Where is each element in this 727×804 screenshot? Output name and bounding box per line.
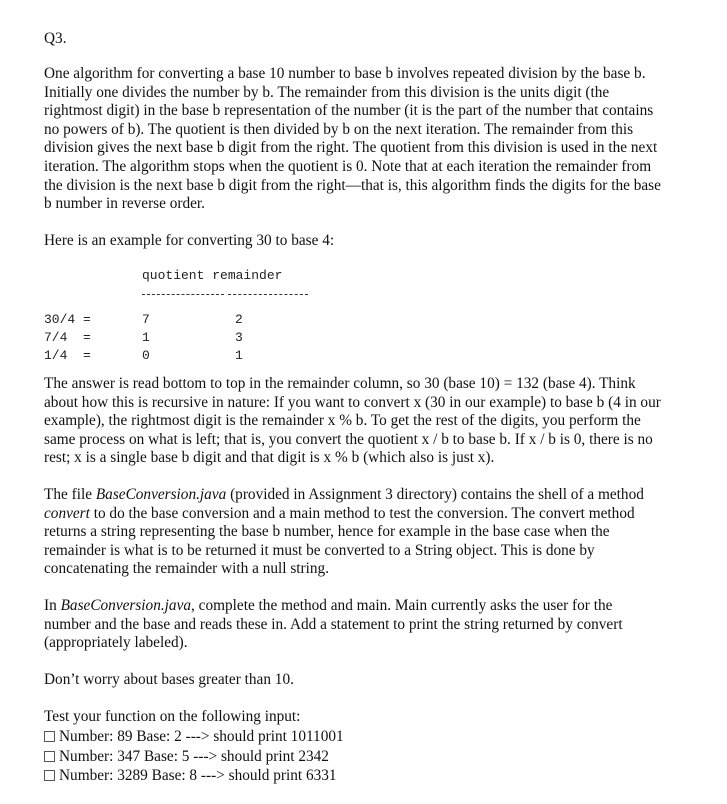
remainder-cell: 3 <box>235 330 243 345</box>
remainder-cell: 1 <box>235 348 243 363</box>
instructions-text: In <box>44 597 61 614</box>
table-header: quotient remainder <box>142 268 283 283</box>
test-case <box>44 727 344 747</box>
file-description-paragraph <box>44 486 672 579</box>
quotient-cell: 1 <box>142 330 150 345</box>
test-case <box>44 766 344 786</box>
checkbox-icon <box>44 751 55 762</box>
quotient-cell: 7 <box>142 312 150 327</box>
test-case-text: Number: 3289 Base: 8 ---> should print 6331 <box>59 767 337 784</box>
instructions-paragraph <box>44 597 658 653</box>
test-case-text: Number: 347 Base: 5 ---> should print 2342 <box>59 747 329 765</box>
intro-paragraph: One algorithm for converting a base 10 number to base b involves repeated division by the base b. Initially one divides the number by b. The remainder from this division is the units digit (the rightmost digit) in the base b representation of the number (it is the part of the number that contains no powers of b). The quotient is then divided by b on the next iteration. The remainder from this division gives the next base b digit from the right. The quotient from this division is used in the next iteration. The algorithm stops when the quotient is 0. Note that at each iteration the remainder from the division is the next base b digit from the right—that is, this algorithm finds the digits for the base b number in reverse order. <box>44 65 661 213</box>
test-case-list <box>44 727 344 786</box>
table-row <box>44 330 344 348</box>
file-name: BaseConversion.java <box>60 597 192 614</box>
remainder-divider <box>228 294 308 295</box>
instructions-text: , complete the method and main. Main currently asks the user for the number and the base and reads these in. Add a statement to print the string returned by convert (appropriately labeled). <box>44 597 623 652</box>
file-desc-text: (provided in Assignment 3 directory) contains the shell of a method <box>226 486 644 503</box>
division-expression: 30/4 = <box>44 312 91 327</box>
file-name: BaseConversion.java <box>95 486 227 503</box>
division-expression: 7/4 = <box>44 330 91 345</box>
question-heading: Q3. <box>44 30 67 47</box>
quotient-divider <box>142 294 224 295</box>
test-case-text: Number: 89 Base: 2 ---> should print 1011001 <box>59 728 344 745</box>
table-row <box>44 348 344 366</box>
division-expression: 1/4 = <box>44 348 91 363</box>
test-case <box>44 747 344 767</box>
test-lead-paragraph: Test your function on the following input: <box>44 708 301 725</box>
checkbox-icon <box>44 770 55 781</box>
method-name: convert <box>44 504 90 522</box>
example-lead-paragraph: Here is an example for converting 30 to base 4: <box>44 232 335 249</box>
quotient-cell: 0 <box>142 348 150 363</box>
answer-paragraph: The answer is read bottom to top in the remainder column, so 30 (base 10) = 132 (base 4). Think about how this is recursive in nature: If you want to convert x (30 in our example) to base b (4 in our example), the rightmost digit is the remainder x % b. To get the rest of the digits, you perform the same process on what is left; that is, you convert the quotient x / b to base b. If x / b is 0, there is no rest; x is a single base b digit and that digit is x % b (which also is just x). <box>44 375 661 467</box>
remainder-cell: 2 <box>235 312 243 327</box>
bases-note: Don’t worry about bases greater than 10. <box>44 671 294 688</box>
table-row <box>44 312 344 330</box>
checkbox-icon <box>44 731 55 742</box>
file-desc-text: to do the base conversion and a main method to test the conversion. The convert method returns a string representing the base b number, hence for example in the base case when the remainder is what is to be returned it must be converted to a String object. This is done by concatenating the remainder with a null string. <box>44 504 635 578</box>
file-desc-text: The file <box>44 486 96 503</box>
